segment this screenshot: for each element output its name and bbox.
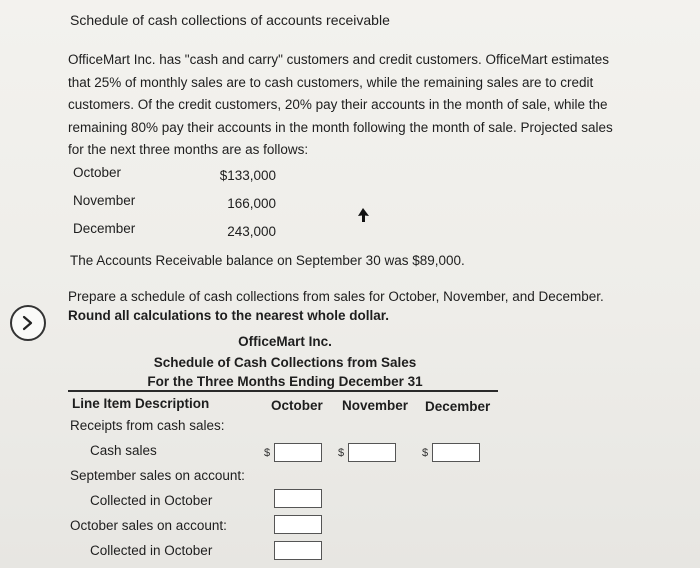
schedule-period: For the Three Months Ending December 31 (147, 374, 423, 389)
cash-sales-december-input[interactable] (432, 443, 480, 462)
col-october: October (271, 398, 323, 413)
oct-collected-october-input[interactable] (274, 515, 322, 534)
problem-title: Schedule of cash collections of accounts receivable (70, 12, 390, 28)
instruction-text: Prepare a schedule of cash collections from sales for October, November, and December. (68, 289, 604, 304)
col-december: December (425, 399, 491, 414)
row-collected-october-label: Collected in October (90, 543, 213, 558)
col-november: November (342, 398, 409, 413)
currency-symbol: $ (422, 447, 429, 459)
chevron-right-icon (21, 315, 35, 331)
row-collected-october-label: Collected in October (90, 493, 213, 508)
sales-month-december: December (73, 221, 136, 236)
col-line-item: Line Item Description (72, 396, 210, 411)
mouse-cursor-icon (357, 207, 371, 225)
row-cash-sales-label: Cash sales (90, 443, 157, 458)
oct-collected-october-input-2[interactable] (274, 541, 322, 560)
cash-sales-october-input[interactable] (274, 443, 322, 462)
currency-symbol: $ (338, 447, 345, 459)
description-line: remaining 80% pay their accounts in the month following the month of sale. Projected sales (68, 119, 613, 135)
sales-amount-october: $133,000 (219, 168, 276, 183)
sales-month-october: October (73, 165, 122, 180)
sales-amount-november: 166,000 (227, 196, 276, 211)
description-line: for the next three months are as follows: (68, 142, 309, 157)
ar-balance-text: The Accounts Receivable balance on September 30 was $89,000. (70, 253, 465, 268)
header-divider (68, 390, 498, 392)
description-line: OfficeMart Inc. has "cash and carry" customers and credit customers. OfficeMart estimates (68, 52, 610, 67)
row-receipts-label: Receipts from cash sales: (70, 418, 225, 433)
description-line: that 25% of monthly sales are to cash customers, while the remaining sales are to credit (68, 74, 594, 90)
sales-amount-december: 243,000 (227, 224, 276, 239)
company-name: OfficeMart Inc. (238, 334, 332, 349)
description-line: customers. Of the credit customers, 20% pay their accounts in the month of sale, while the (68, 97, 608, 112)
expand-button[interactable] (10, 305, 46, 341)
row-sept-on-account-label: September sales on account: (70, 468, 245, 483)
problem-description (68, 49, 658, 162)
row-oct-on-account-label: October sales on account: (70, 518, 227, 533)
sales-month-november: November (73, 193, 136, 208)
sept-collected-october-input[interactable] (274, 489, 322, 508)
rounding-instruction: Round all calculations to the nearest whole dollar. (68, 308, 390, 323)
cash-sales-november-input[interactable] (348, 443, 396, 462)
currency-symbol: $ (264, 447, 271, 459)
schedule-title: Schedule of Cash Collections from Sales (153, 355, 417, 370)
